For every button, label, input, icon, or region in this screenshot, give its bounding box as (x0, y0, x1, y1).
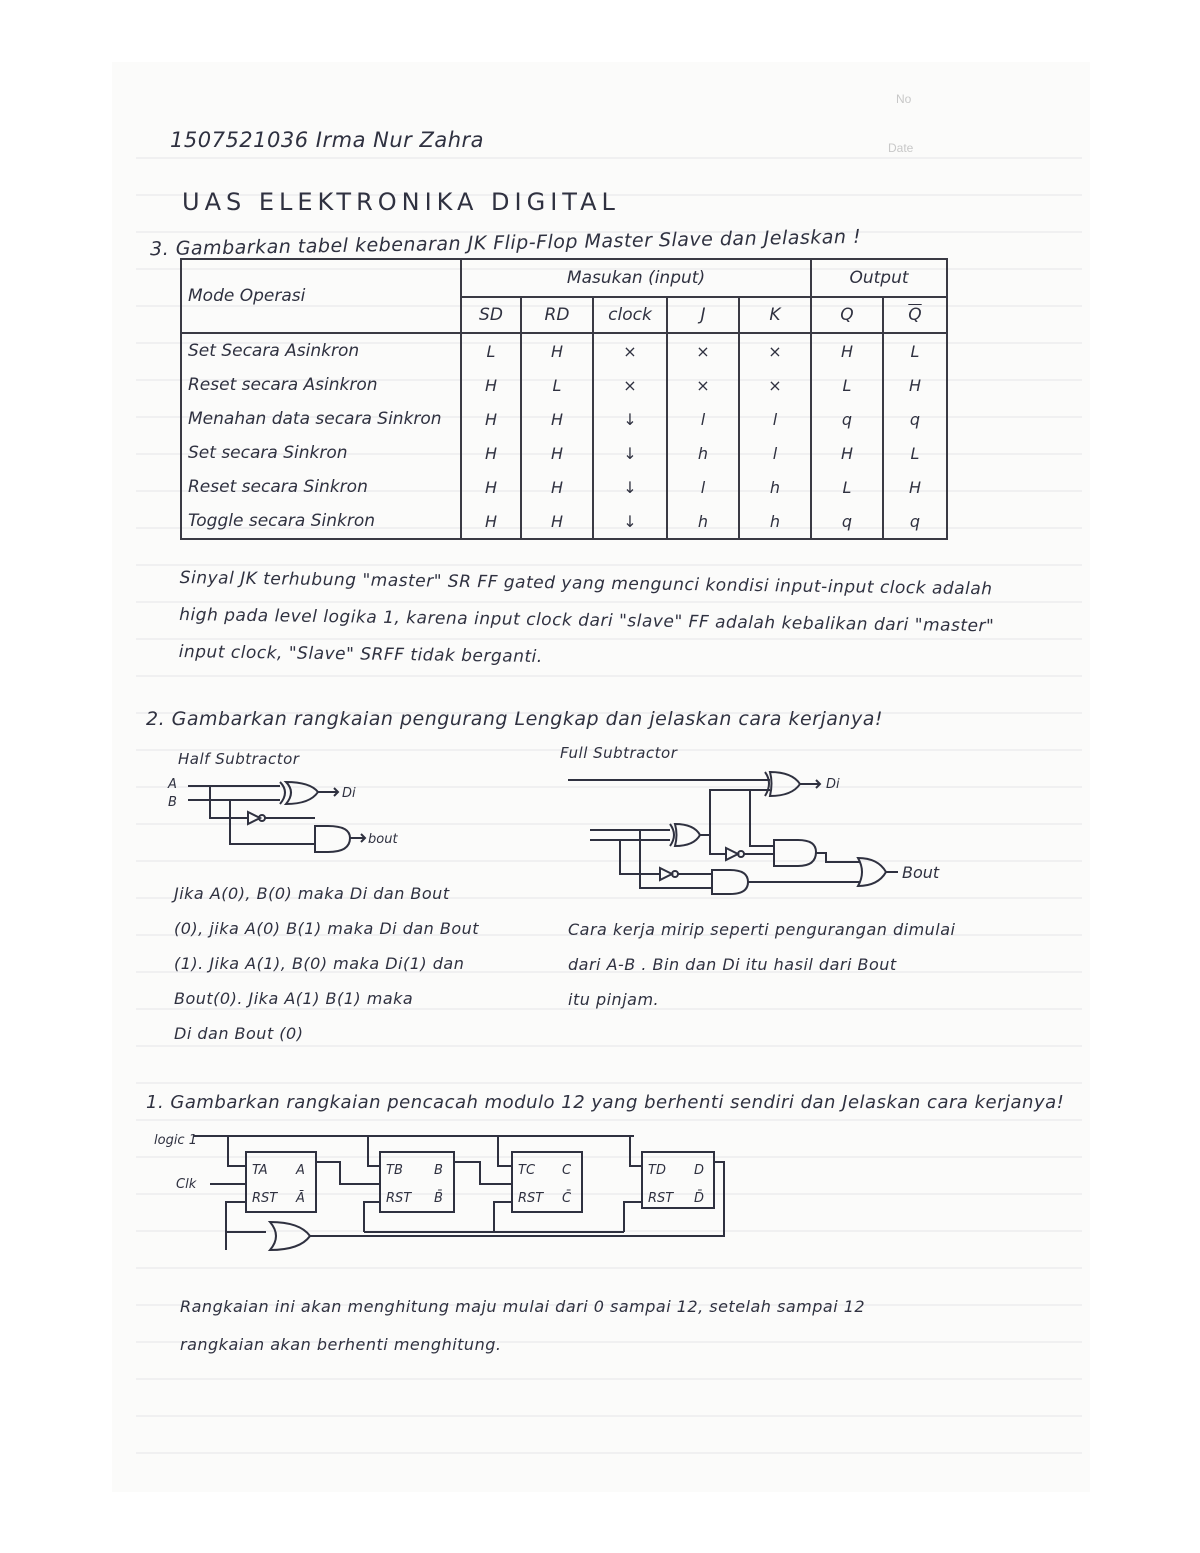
exam-title: UAS ELEKTRONIKA DIGITAL (182, 188, 620, 216)
value-cell: H (883, 470, 947, 504)
ff-qbar-label: Ā (296, 1191, 305, 1206)
value-cell: L (521, 368, 593, 402)
full-subtractor-diagram (560, 766, 980, 896)
explanation-line: high pada level logika 1, karena input clock dari "slave" FF adalah kebalikan dari "master" (179, 604, 995, 637)
explanation-line: Bout(0). Jika A(1) B(1) maka (174, 989, 414, 1008)
ff-rst-label: RST (252, 1191, 278, 1206)
mode-cell: Reset secara Sinkron (181, 470, 461, 504)
ff-qbar-label: D̄ (694, 1191, 705, 1206)
table-row (181, 470, 947, 504)
ff-t-label: TA (252, 1163, 268, 1178)
mode-cell: Menahan data secara Sinkron (181, 402, 461, 436)
explanation-line: (1). Jika A(1), B(0) maka Di(1) dan (174, 954, 465, 973)
value-cell: l (667, 402, 739, 436)
or-gate (858, 858, 886, 886)
value-cell: H (521, 436, 593, 470)
ff-t-label: TD (648, 1163, 666, 1178)
inverter-2-bubble (672, 871, 678, 877)
mode-cell: Reset secara Asinkron (181, 368, 461, 402)
mode-cell: Set secara Sinkron (181, 436, 461, 470)
value-cell: l (739, 436, 811, 470)
and-gate-2 (620, 830, 748, 894)
input-a-label: A (168, 777, 177, 792)
col-header: Q (811, 297, 883, 333)
value-cell: × (739, 333, 811, 368)
value-cell: q (811, 504, 883, 539)
explanation-line: dari A-B . Bin dan Di itu hasil dari Bout (568, 955, 897, 974)
ff-rst-label: RST (518, 1191, 544, 1206)
ff-q-label: C (562, 1163, 572, 1178)
col-header: J (667, 297, 739, 333)
explanation-line: itu pinjam. (568, 990, 660, 1009)
value-cell: × (667, 368, 739, 402)
value-cell: H (461, 402, 521, 436)
ff-t-label: TC (518, 1163, 536, 1178)
xor-gate-1 (670, 824, 700, 846)
and-1-output (816, 853, 860, 862)
value-cell: l (739, 402, 811, 436)
input-wires (188, 786, 280, 800)
value-cell: L (811, 470, 883, 504)
output-header: Output (811, 259, 947, 297)
ff-t-label: TB (386, 1163, 403, 1178)
value-cell: × (739, 368, 811, 402)
ff-qbar-label: B̄ (434, 1191, 443, 1206)
value-cell: ↓ (593, 504, 667, 539)
inverter-1 (726, 848, 738, 860)
value-cell: × (593, 368, 667, 402)
value-cell: ↓ (593, 436, 667, 470)
table-row (181, 333, 947, 368)
clk-label: Clk (176, 1177, 197, 1192)
cascade-wires (316, 1162, 512, 1184)
ff-rst-label: RST (648, 1191, 674, 1206)
explanation-line: Sinyal JK terhubung "master" SR FF gated yang mengunci kondisi input-input clock adalah (179, 567, 993, 600)
value-cell: q (883, 402, 947, 436)
and-gate (315, 826, 350, 852)
jk-truth-table (180, 258, 948, 540)
half-subtractor-diagram (150, 770, 450, 870)
bout-arrow (350, 834, 365, 842)
ff-q-label: D (694, 1163, 705, 1178)
value-cell: ↓ (593, 470, 667, 504)
value-cell: H (461, 436, 521, 470)
value-cell: h (667, 504, 739, 539)
and-gate-1 (744, 790, 816, 866)
input-header: Masukan (input) (461, 259, 811, 297)
value-cell: H (521, 504, 593, 539)
value-cell: L (461, 333, 521, 368)
question-1-prompt: 1. Gambarkan rangkaian pencacah modulo 12 yang berhenti sendiri dan Jelaskan cara kerjanya! (146, 1092, 1065, 1113)
value-cell: h (739, 504, 811, 539)
ff-rst-label: RST (386, 1191, 412, 1206)
xor-gate (280, 782, 318, 804)
di-arrow (318, 788, 338, 796)
explanation-line: Rangkaian ini akan menghitung maju mulai dari 0 sampai 12, setelah sampai 12 (180, 1297, 866, 1316)
modulo-12-counter-diagram (150, 1122, 750, 1282)
full-di-label: Di (826, 777, 840, 792)
input-b-label: B (168, 795, 177, 810)
value-cell: H (461, 470, 521, 504)
value-cell: L (883, 436, 947, 470)
logic-1-label: logic 1 (154, 1133, 197, 1148)
di-arrow (800, 780, 820, 788)
explanation-line: input clock, "Slave" SRFF tidak berganti. (178, 641, 543, 668)
value-cell: H (811, 333, 883, 368)
value-cell: H (521, 333, 593, 368)
value-cell: q (883, 504, 947, 539)
value-cell: H (521, 402, 593, 436)
explanation-line: (0), jika A(0) B(1) maka Di dan Bout (174, 919, 480, 938)
value-cell: l (667, 470, 739, 504)
table-row (181, 402, 947, 436)
mode-cell: Toggle secara Sinkron (181, 504, 461, 539)
question-2-prompt: 2. Gambarkan rangkaian pengurang Lengkap dan jelaskan cara kerjanya! (146, 708, 883, 730)
value-cell: ↓ (593, 402, 667, 436)
value-cell: H (461, 504, 521, 539)
full-subtractor-title: Full Subtractor (560, 744, 678, 762)
col-header: clock (593, 297, 667, 333)
table-row (181, 504, 947, 539)
mode-cell: Set Secara Asinkron (181, 333, 461, 368)
value-cell: H (521, 470, 593, 504)
explanation-line: Di dan Bout (0) (174, 1024, 304, 1043)
student-name: 1507521036 Irma Nur Zahra (170, 128, 485, 152)
col-header: SD (461, 297, 521, 333)
question-1-explanation (180, 1288, 865, 1364)
ff-q-label: A (296, 1163, 305, 1178)
value-cell: L (811, 368, 883, 402)
date-field-label: Date (888, 141, 914, 155)
table-row (181, 368, 947, 402)
mode-header: Mode Operasi (181, 259, 461, 333)
value-cell: H (883, 368, 947, 402)
value-cell: × (667, 333, 739, 368)
value-cell: H (811, 436, 883, 470)
inverter-1-bubble (738, 851, 744, 857)
xor-1-output (700, 790, 770, 854)
explanation-line: rangkaian akan berhenti menghitung. (180, 1335, 502, 1354)
value-cell: L (883, 333, 947, 368)
bout-output-label: bout (368, 832, 398, 847)
value-cell: × (593, 333, 667, 368)
value-cell: h (667, 436, 739, 470)
explanation-line: Cara kerja mirip seperti pengurangan dimulai (568, 920, 956, 939)
table-row (181, 436, 947, 470)
col-header: RD (521, 297, 593, 333)
col-header: $\overline{Q}$ (883, 297, 947, 333)
question-3-prompt: 3. Gambarkan tabel kebenaran JK Flip-Flop Master Slave dan Jelaskan ! (149, 225, 862, 261)
full-subtractor-explanation (568, 912, 956, 1017)
col-header: K (739, 297, 811, 333)
no-field-label: No (896, 92, 912, 106)
half-subtractor-title: Half Subtractor (178, 750, 300, 768)
value-cell: q (811, 402, 883, 436)
xor-gate-2 (765, 772, 800, 796)
full-bout-label: Bout (902, 863, 940, 882)
flip-flop-labels (252, 1163, 704, 1206)
half-subtractor-explanation (174, 876, 479, 1051)
ff-qbar-label: C̄ (562, 1191, 572, 1206)
di-output-label: Di (342, 786, 356, 801)
explanation-line: Jika A(0), B(0) maka Di dan Bout (174, 884, 450, 903)
ff-q-label: B (434, 1163, 443, 1178)
question-3-explanation (178, 560, 995, 682)
value-cell: h (739, 470, 811, 504)
value-cell: H (461, 368, 521, 402)
